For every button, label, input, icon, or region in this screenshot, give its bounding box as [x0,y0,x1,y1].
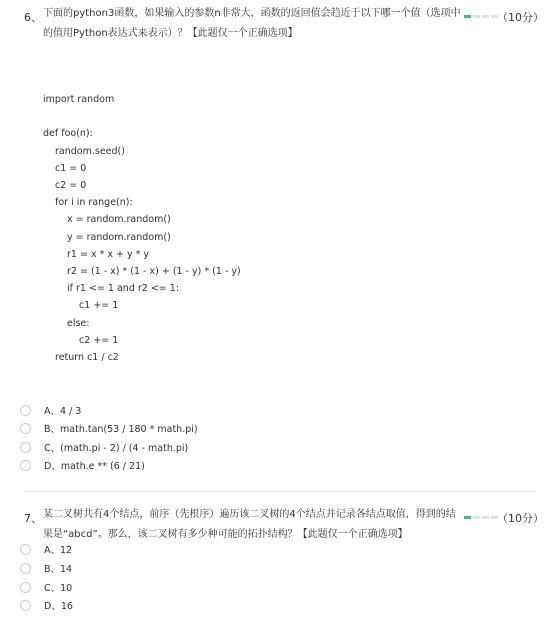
option-d[interactable] [20,598,73,612]
question-score: （10分） [497,11,544,24]
question-stem: 某二叉树共有4个结点，前序（先根序）遍历该二叉树的4个结点并记录各结点取值，得到的结果是“abcd”。那么，该二叉树有多少种可能的拓扑结构？【此题仅一个正确选项】 [43,509,456,540]
option-a[interactable] [20,403,81,417]
radio-button[interactable] [20,600,31,611]
code-line: def foo(n): [43,128,93,140]
option-c[interactable] [20,580,72,594]
code-line: c2 += 1 [79,334,119,346]
code-line: r1 = x * x + y * y [67,248,150,260]
question-stem: 下面的python3函数，如果输入的参数n非常大，函数的返回值会趋近于以下哪一个值（选项中的值用Python表达式来表示）？【此题仅一个正确选项】 [43,8,461,39]
code-line: if r1 <= 1 and r2 <= 1: [67,283,180,295]
code-line: r2 = (1 - x) * (1 - x) + (1 - y) * (1 - y) [67,266,241,277]
option-label: A、4 / 3 [44,406,82,417]
question-number: 7、 [24,512,42,525]
radio-button[interactable] [20,442,31,453]
radio-button[interactable] [20,405,31,416]
option-label: C、(math.pi - 2) / (4 - math.pi) [44,443,189,454]
option-a[interactable] [20,542,72,556]
option-label: C、10 [44,583,73,594]
option-b[interactable] [20,421,198,435]
option-label: D、math.e ** (6 / 21) [44,461,145,472]
code-line: return c1 / c2 [55,352,119,363]
code-line: c1 = 0 [55,162,87,174]
question-divider [24,491,536,492]
radio-button[interactable] [20,460,31,471]
option-label: D、16 [44,601,73,612]
code-line: y = random.random() [67,231,171,243]
option-label: A、12 [44,545,73,556]
option-label: B、math.tan(53 / 180 * math.pi) [44,424,198,435]
code-line: else: [67,317,90,329]
code-line: random.seed() [55,145,125,157]
radio-button[interactable] [20,423,31,434]
code-line: x = random.random() [67,214,171,226]
radio-button[interactable] [20,582,31,593]
question-score: （10分） [497,512,544,525]
code-line: for i in range(n): [55,197,133,209]
option-c[interactable] [20,440,188,454]
question-number: 6、 [24,11,42,24]
option-d[interactable] [20,458,145,472]
score-progress [464,15,498,18]
score-progress [464,516,498,519]
radio-button[interactable] [20,563,31,574]
radio-button[interactable] [20,544,31,555]
option-label: B、14 [44,564,73,575]
code-line: import random [43,94,115,105]
code-line: c2 = 0 [55,180,87,191]
option-b[interactable] [20,561,72,575]
code-line: c1 += 1 [79,300,119,312]
